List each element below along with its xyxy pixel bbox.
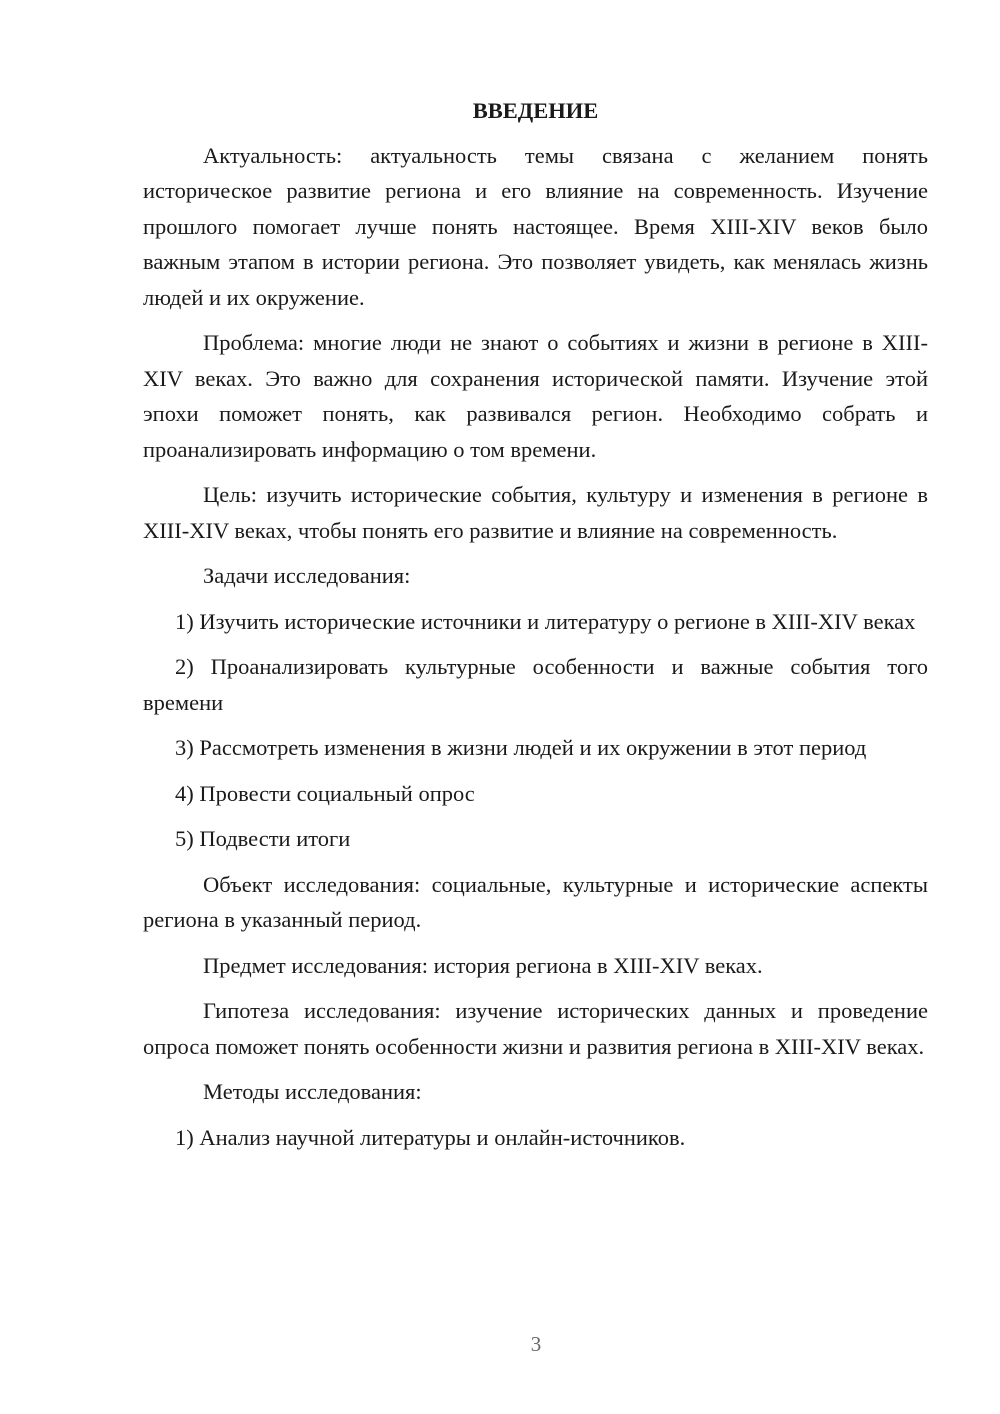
task-item-3: 3) Рассмотреть изменения в жизни людей и их окружении в этот период xyxy=(175,735,867,760)
tasks-heading: Задачи исследования: xyxy=(203,563,411,588)
hypothesis-paragraph: Гипотеза исследования: изучение исторических данных и проведение опроса поможет понять особенности жизни и развития региона в XIII-XIV веках. xyxy=(143,998,928,1059)
task-item-2: 2) Проанализировать культурные особенности и важные события того времени xyxy=(143,654,928,715)
goal-paragraph: Цель: изучить исторические события, культуру и изменения в регионе в XIII-XIV веках, чтобы понять его развитие и влияние на современность. xyxy=(143,482,928,543)
document-body xyxy=(143,93,928,1165)
methods-heading: Методы исследования: xyxy=(203,1079,422,1104)
task-item-5: 5) Подвести итоги xyxy=(175,826,351,851)
section-title: ВВЕДЕНИЕ xyxy=(472,98,599,123)
relevance-paragraph: Актуальность: актуальность темы связана с желанием понять историческое развитие региона и его влияние на современность. Изучение прошлого помогает лучше понять настоящее. Время XIII-XIV веков было важным этапом в истории региона. Это позволяет увидеть, как менялась жизнь людей и их окружение. xyxy=(143,142,928,310)
task-item-4: 4) Провести социальный опрос xyxy=(175,780,475,806)
task-item-1: 1) Изучить исторические источники и литературу о регионе в XIII-XIV веках xyxy=(175,608,916,634)
method-item-1: 1) Анализ научной литературы и онлайн-источников. xyxy=(175,1124,686,1150)
problem-paragraph: Проблема: многие люди не знают о событиях и жизни в регионе в XIII-XIV веках. Это важно для сохранения исторической памяти. Изучение этой эпохи поможет понять, как развивался регион. Необходимо собрать и проанализировать информацию о том времени. xyxy=(143,330,928,462)
object-paragraph: Объект исследования: социальные, культурные и исторические аспекты региона в указанный период. xyxy=(143,871,928,932)
page-number: 3 xyxy=(530,1332,542,1356)
subject-paragraph: Предмет исследования: история региона в XIII-XIV веках. xyxy=(203,952,763,978)
